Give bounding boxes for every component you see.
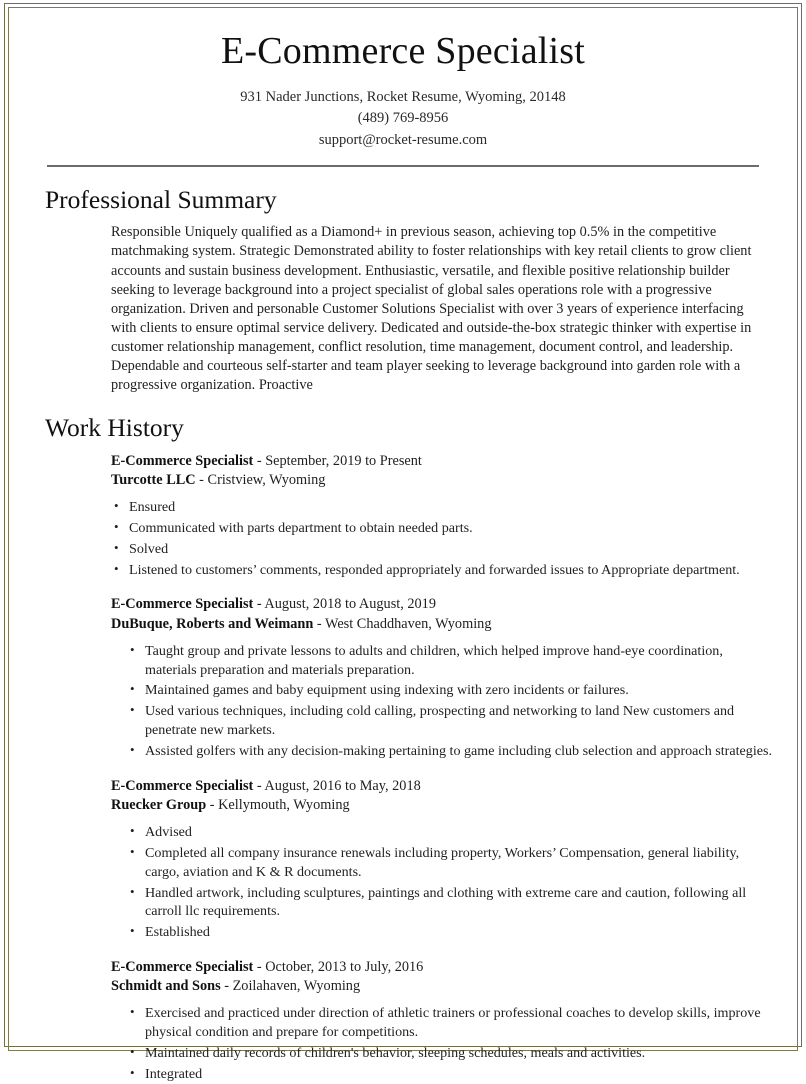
job-company-line bbox=[111, 471, 774, 490]
summary-text: Responsible Uniquely qualified as a Diamond+ in previous season, achieving top 0.5% in the competitive matchmaking system. Strategic Demonstrated ability to foster relationships with key retail clients to grow client accounts and sustain business development. Enthusiastic, versatile, and flexible positive relationship builder seeking to leverage background into a project specialist of global sales operations role with a progressive organization. Driven and personable Customer Solutions Specialist with over 3 years of experience interfacing with clients to ensure optimal service delivery. Dedicated and outside-the-box strategic thinker with expertise in customer relationship management, conflict resolution, time management, document control, and leadership. Dependable and courteous self-starter and team player seeking to leverage background into garden role with a progressive organization. Proactive bbox=[111, 224, 752, 394]
job-title: E-Commerce Specialist bbox=[111, 596, 254, 613]
job-location: Cristview, Wyoming bbox=[207, 471, 326, 488]
job-bullet: • Maintained daily records of children's behavior, sleeping schedules, meals and activities. bbox=[127, 1044, 774, 1063]
contact-phone: (489) 769-8956 bbox=[357, 110, 449, 127]
job-location: West Chaddhaven, Wyoming bbox=[324, 615, 492, 632]
job-dates: October, 2013 to July, 2016 bbox=[265, 959, 424, 975]
job-bullet: • Ensured bbox=[111, 498, 774, 517]
job-company: Ruecker Group bbox=[111, 796, 207, 813]
job-separator: - bbox=[253, 959, 266, 975]
job-company: DuBuque, Roberts and Weimann bbox=[111, 615, 314, 632]
job-company: Schmidt and Sons bbox=[111, 978, 221, 995]
job-title-line bbox=[111, 958, 774, 977]
job-location: Kellymouth, Wyoming bbox=[218, 796, 350, 813]
section-heading-summary: Professional Summary bbox=[45, 184, 277, 214]
section-work-history bbox=[14, 413, 792, 1084]
job-bullet: • Integrated bbox=[127, 1065, 774, 1084]
job-bullet: • Maintained games and baby equipment using indexing with zero incidents or failures. bbox=[127, 681, 774, 700]
job-bullet-list bbox=[111, 498, 774, 579]
job-bullet: • Exercised and practiced under direction of athletic trainers or professional coaches to develop skills, improve physical condition and prepare for competitions. bbox=[127, 1004, 774, 1042]
contact-email: support@rocket-resume.com bbox=[318, 132, 488, 149]
section-professional-summary bbox=[14, 185, 792, 395]
contact-address: 931 Nader Junctions, Rocket Resume, Wyoming, 20148 bbox=[240, 88, 566, 105]
work-history-body bbox=[14, 452, 792, 1084]
job-title: E-Commerce Specialist bbox=[111, 452, 254, 469]
work-history-entry bbox=[111, 595, 774, 760]
job-bullet-list bbox=[111, 642, 774, 761]
job-bullet: • Listened to customers’ comments, responded appropriately and forwarded issues to Appropriate department. bbox=[111, 561, 774, 580]
job-separator: - bbox=[206, 796, 219, 813]
job-bullet: • Used various techniques, including cold calling, prospecting and networking to land New customers and penetrate new markets. bbox=[127, 702, 774, 740]
resume-header bbox=[14, 0, 792, 167]
work-history-entry bbox=[111, 777, 774, 942]
job-title-line bbox=[111, 452, 774, 471]
summary-body bbox=[14, 223, 792, 395]
job-bullet: • Established bbox=[127, 923, 774, 942]
work-history-entry bbox=[111, 452, 774, 580]
job-company-line bbox=[111, 977, 774, 996]
job-bullet: • Taught group and private lessons to adults and children, which helped improve hand-eye coordination, materials preparation and materials preparation. bbox=[127, 642, 774, 680]
job-dates: August, 2018 to August, 2019 bbox=[264, 596, 436, 613]
job-bullet: • Advised bbox=[127, 823, 774, 842]
job-bullet: • Communicated with parts department to obtain needed parts. bbox=[111, 519, 774, 538]
job-title: E-Commerce Specialist bbox=[111, 959, 254, 975]
job-title-line bbox=[111, 777, 774, 796]
job-bullet: • Completed all company insurance renewals including property, Workers’ Compensation, general liability, cargo, aviation and K & R documents. bbox=[127, 844, 774, 882]
job-bullet: • Handled artwork, including sculptures, paintings and clothing with extreme care and caution, following all carroll llc requirements. bbox=[127, 884, 774, 922]
job-dates: August, 2016 to May, 2018 bbox=[264, 777, 421, 794]
job-bullet: • Assisted golfers with any decision-making pertaining to game including club selection and approach strategies. bbox=[127, 742, 774, 761]
job-company: Turcotte LLC bbox=[111, 471, 196, 488]
job-dates: September, 2019 to Present bbox=[265, 452, 422, 469]
job-title-line bbox=[111, 595, 774, 614]
job-separator: - bbox=[253, 777, 265, 794]
page-title: E-Commerce Specialist bbox=[220, 30, 586, 72]
job-title: E-Commerce Specialist bbox=[111, 777, 254, 794]
job-separator: - bbox=[253, 596, 265, 613]
job-company-line bbox=[111, 615, 774, 634]
job-separator: - bbox=[220, 978, 233, 995]
section-heading-work-history: Work History bbox=[45, 413, 184, 443]
job-bullet-list bbox=[111, 823, 774, 942]
job-separator: - bbox=[253, 452, 266, 469]
job-separator: - bbox=[195, 471, 208, 488]
job-company-line bbox=[111, 796, 774, 815]
header-divider bbox=[47, 165, 759, 167]
job-bullet-list bbox=[111, 1004, 774, 1083]
work-history-entry bbox=[111, 958, 774, 1084]
job-bullet: • Solved bbox=[111, 540, 774, 559]
job-separator: - bbox=[313, 615, 325, 632]
job-location: Zoilahaven, Wyoming bbox=[232, 978, 361, 995]
